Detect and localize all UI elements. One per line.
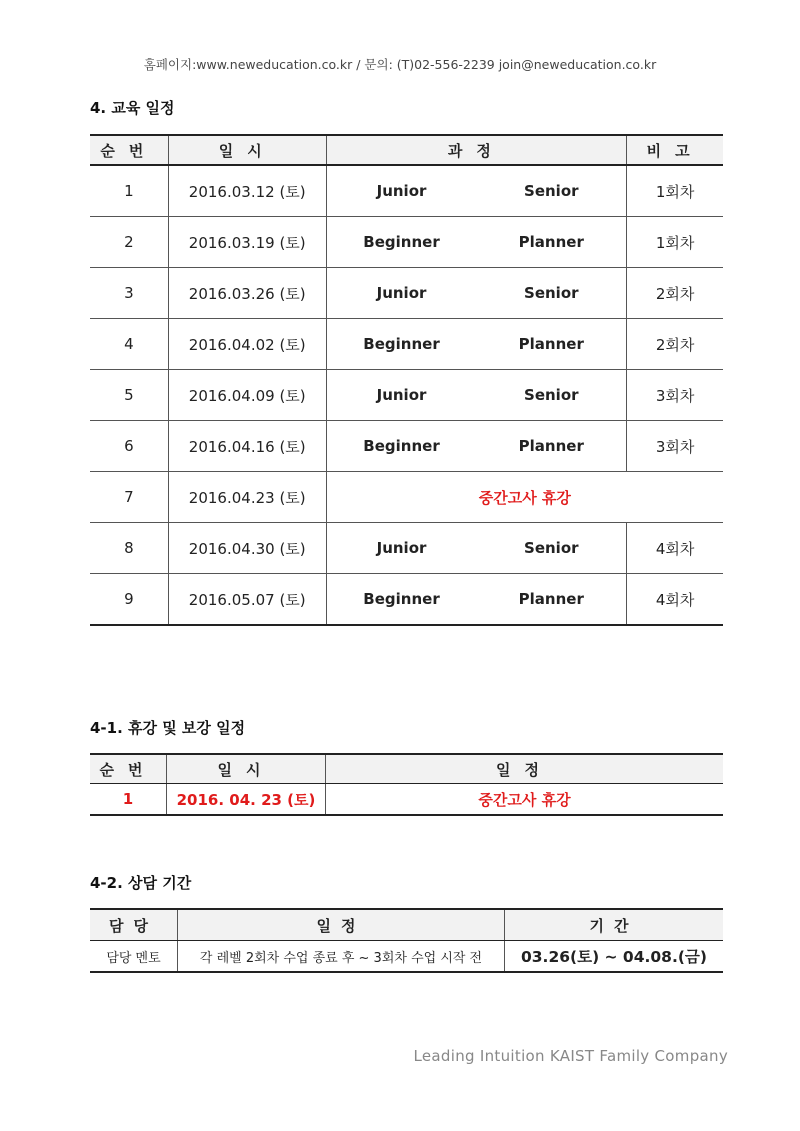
row-date: 2016.05.07 (토) <box>168 574 326 626</box>
section-title-consult: 4-2. 상담 기간 <box>90 874 192 892</box>
col-header-date: 일시 <box>168 135 326 165</box>
holiday-date: 2016. 04. 23 (토) <box>167 784 326 816</box>
row-number: 1 <box>90 165 168 217</box>
section-title-schedule: 4. 교육 일정 <box>90 99 175 117</box>
course-b: Senior <box>524 284 579 302</box>
course-b: Senior <box>524 539 579 557</box>
table-row <box>90 165 723 217</box>
course-a: Beginner <box>363 335 440 353</box>
row-course <box>326 370 627 421</box>
course-a: Beginner <box>363 590 440 608</box>
education-schedule-table <box>90 134 723 626</box>
row-number: 7 <box>90 472 168 523</box>
col-header-schedule: 일정 <box>178 909 505 941</box>
row-holiday: 중간고사 휴강 <box>326 472 723 523</box>
consult-schedule: 각 레벨 2회차 수업 종료 후 ~ 3회차 수업 시작 전 <box>178 941 505 973</box>
col-header-number: 순번 <box>90 135 168 165</box>
row-note: 4회차 <box>627 574 723 626</box>
row-number: 8 <box>90 523 168 574</box>
page-header-contact: 홈페이지:www.neweducation.co.kr / 문의: (T)02-556-2239 join@neweducation.co.kr <box>143 57 657 72</box>
course-a: Junior <box>376 284 427 302</box>
footer-slogan: Leading Intuition KAIST Family Company <box>413 1047 728 1065</box>
row-course <box>326 268 627 319</box>
row-note: 4회차 <box>627 523 723 574</box>
course-b: Planner <box>518 335 584 353</box>
table-row <box>90 370 723 421</box>
course-a: Beginner <box>363 437 440 455</box>
row-note: 3회차 <box>627 370 723 421</box>
consult-owner: 담당 멘토 <box>90 941 178 973</box>
row-course <box>326 217 627 268</box>
row-course <box>326 421 627 472</box>
row-number: 9 <box>90 574 168 626</box>
row-date: 2016.03.26 (토) <box>168 268 326 319</box>
consult-table <box>90 908 723 973</box>
course-b: Senior <box>524 386 579 404</box>
table-header-row <box>90 754 723 784</box>
table-row <box>90 784 723 816</box>
col-header-course: 과정 <box>326 135 627 165</box>
row-date: 2016.03.19 (토) <box>168 217 326 268</box>
course-a: Junior <box>376 539 427 557</box>
consult-period: 03.26(토) ~ 04.08.(금) <box>505 941 724 973</box>
holiday-table <box>90 753 723 816</box>
row-date: 2016.04.30 (토) <box>168 523 326 574</box>
col-header-note: 비고 <box>627 135 723 165</box>
course-b: Planner <box>518 233 584 251</box>
course-b: Planner <box>518 590 584 608</box>
row-number: 4 <box>90 319 168 370</box>
course-b: Planner <box>518 437 584 455</box>
row-number: 2 <box>90 217 168 268</box>
row-note: 1회차 <box>627 217 723 268</box>
row-number: 5 <box>90 370 168 421</box>
col-header-owner: 담당 <box>90 909 178 941</box>
table-row <box>90 268 723 319</box>
row-date: 2016.04.16 (토) <box>168 421 326 472</box>
course-a: Beginner <box>363 233 440 251</box>
row-date: 2016.04.02 (토) <box>168 319 326 370</box>
col-header-event: 일정 <box>326 754 724 784</box>
row-note: 2회차 <box>627 268 723 319</box>
row-number: 6 <box>90 421 168 472</box>
row-number: 3 <box>90 268 168 319</box>
row-date: 2016.04.09 (토) <box>168 370 326 421</box>
table-header-row <box>90 909 723 941</box>
row-date: 2016.03.12 (토) <box>168 165 326 217</box>
table-row <box>90 523 723 574</box>
row-note: 2회차 <box>627 319 723 370</box>
row-note: 3회차 <box>627 421 723 472</box>
row-course <box>326 523 627 574</box>
table-row <box>90 319 723 370</box>
holiday-event: 중간고사 휴강 <box>326 784 724 816</box>
course-a: Junior <box>376 182 427 200</box>
holiday-number: 1 <box>90 784 167 816</box>
course-b: Senior <box>524 182 579 200</box>
table-row <box>90 421 723 472</box>
row-date: 2016.04.23 (토) <box>168 472 326 523</box>
table-row <box>90 217 723 268</box>
col-header-date: 일시 <box>167 754 326 784</box>
table-header-row <box>90 135 723 165</box>
col-header-number: 순번 <box>90 754 167 784</box>
table-row <box>90 941 723 973</box>
col-header-period: 기간 <box>505 909 724 941</box>
row-course <box>326 574 627 626</box>
section-title-holiday: 4-1. 휴강 및 보강 일정 <box>90 719 246 737</box>
row-note: 1회차 <box>627 165 723 217</box>
table-row <box>90 472 723 523</box>
row-course <box>326 165 627 217</box>
row-course <box>326 319 627 370</box>
course-a: Junior <box>376 386 427 404</box>
table-row <box>90 574 723 626</box>
